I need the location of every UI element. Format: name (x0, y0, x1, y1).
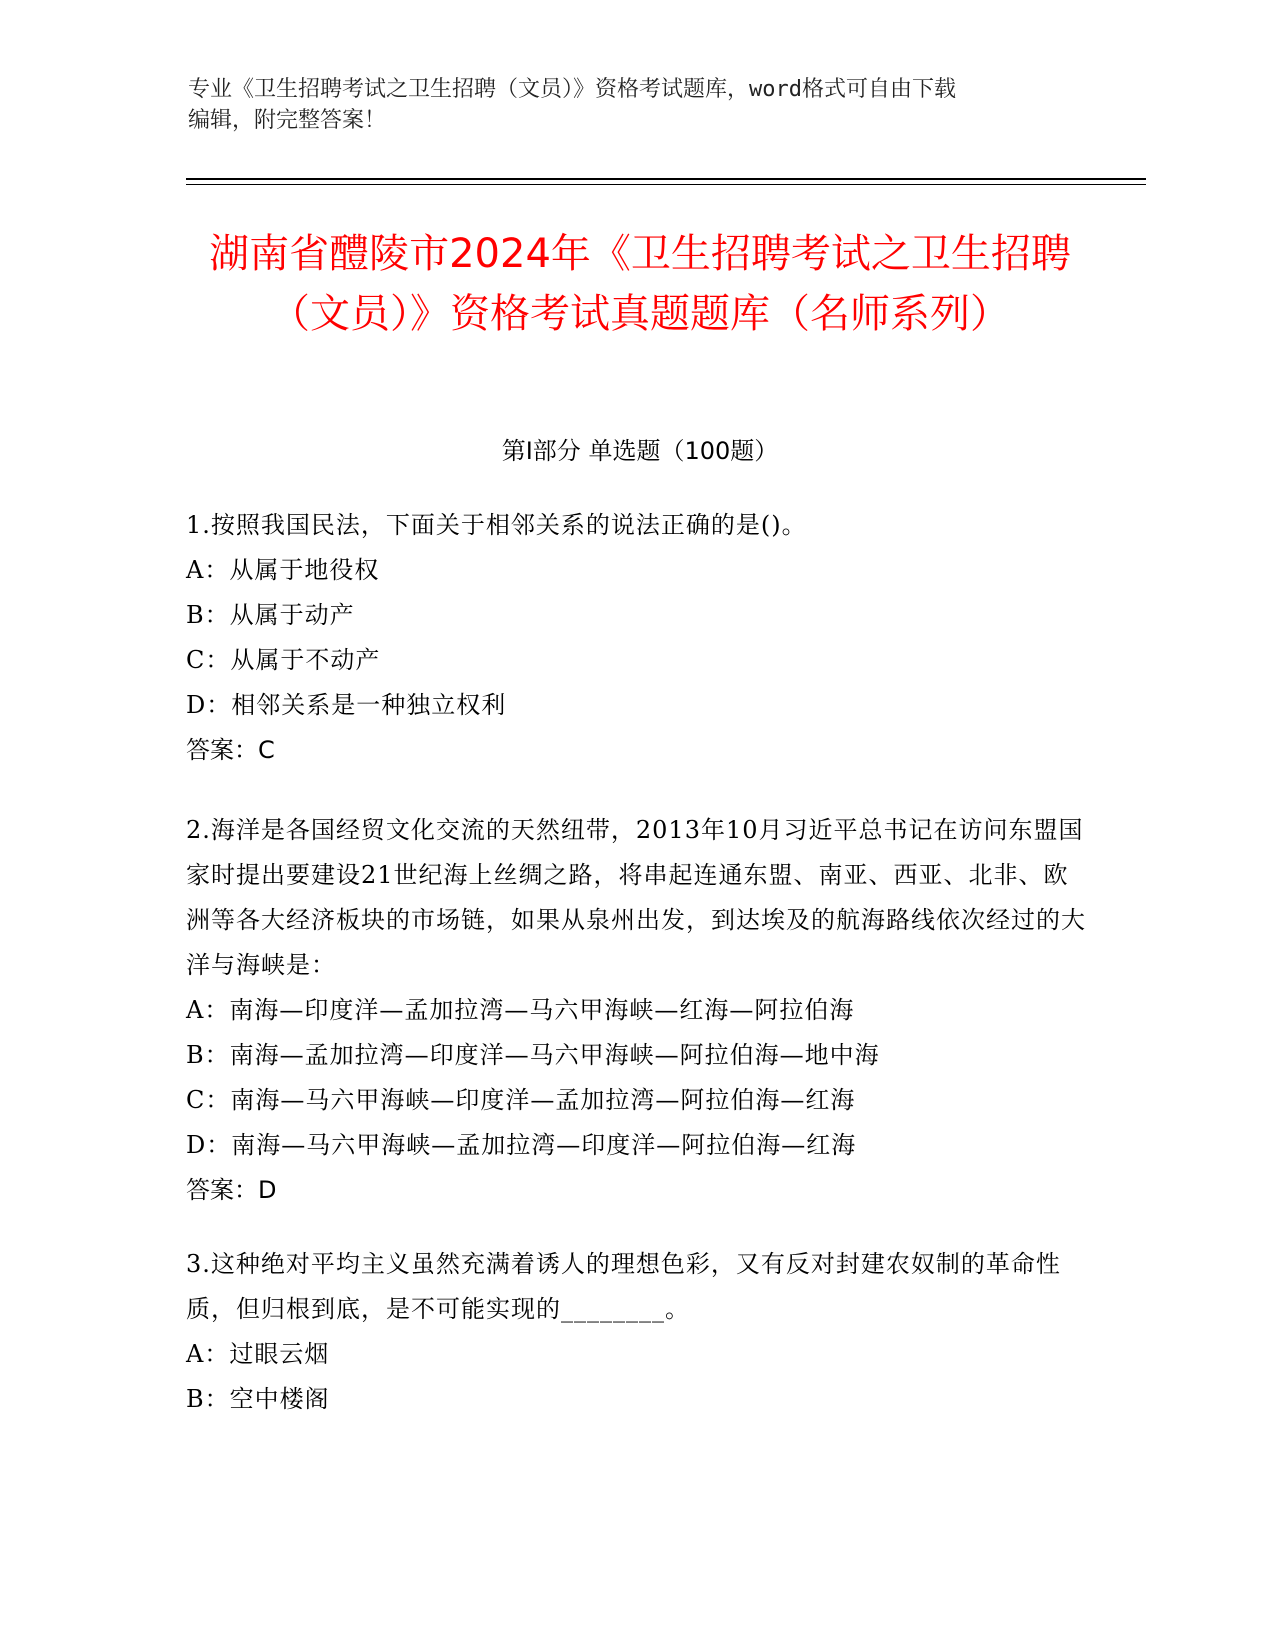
section-heading: 第Ⅰ部分 单选题（100题） (501, 437, 779, 465)
header-rule-thin (186, 184, 1146, 185)
answer: 答案：C (186, 736, 275, 764)
document-title: 湖南省醴陵市2024年《卫生招聘考试之卫生招聘（文员）》资格考试真题题库（名师系列） (209, 231, 1071, 337)
option-d: D：南海—马六甲海峡—孟加拉湾—印度洋—阿拉伯海—红海 (186, 1131, 857, 1159)
question-stem: 1.按照我国民法，下面关于相邻关系的说法正确的是()。 (186, 511, 807, 539)
option-a: A：过眼云烟 (186, 1340, 330, 1368)
header-note-line-2: 编辑，附完整答案！ (188, 108, 387, 133)
header-note (188, 74, 1088, 136)
option-a: A：南海—印度洋—孟加拉湾—马六甲海峡—红海—阿拉伯海 (186, 996, 855, 1024)
option-c: C：南海—马六甲海峡—印度洋—孟加拉湾—阿拉伯海—红海 (186, 1086, 856, 1114)
question-3 (186, 1242, 1086, 1422)
question-2 (186, 808, 1086, 1213)
answer: 答案：D (186, 1176, 277, 1204)
option-c: C：从属于不动产 (186, 646, 381, 674)
header-note-line-1: 专业《卫生招聘考试之卫生招聘（文员）》资格考试题库，word格式可自由下载 (188, 77, 956, 102)
question-stem: 3.这种绝对平均主义虽然充满着诱人的理想色彩，又有反对封建农奴制的革命性质，但归根到底，是不可能实现的________。 (186, 1250, 1061, 1323)
option-b: B：从属于动产 (186, 601, 355, 629)
header-rule-thick (186, 178, 1146, 180)
option-b: B：南海—孟加拉湾—印度洋—马六甲海峡—阿拉伯海—地中海 (186, 1041, 880, 1069)
option-b: B：空中楼阁 (186, 1385, 330, 1413)
question-stem: 2.海洋是各国经贸文化交流的天然纽带，2013年10月习近平总书记在访问东盟国家时提出要建设21世纪海上丝绸之路，将串起连通东盟、南亚、西亚、北非、欧洲等各大经济板块的市场链，如果从泉州出发，到达埃及的航海路线依次经过的大洋与海峡是： (186, 816, 1086, 979)
question-1 (186, 503, 1086, 773)
option-d: D：相邻关系是一种独立权利 (186, 691, 507, 719)
option-a: A：从属于地役权 (186, 556, 380, 584)
